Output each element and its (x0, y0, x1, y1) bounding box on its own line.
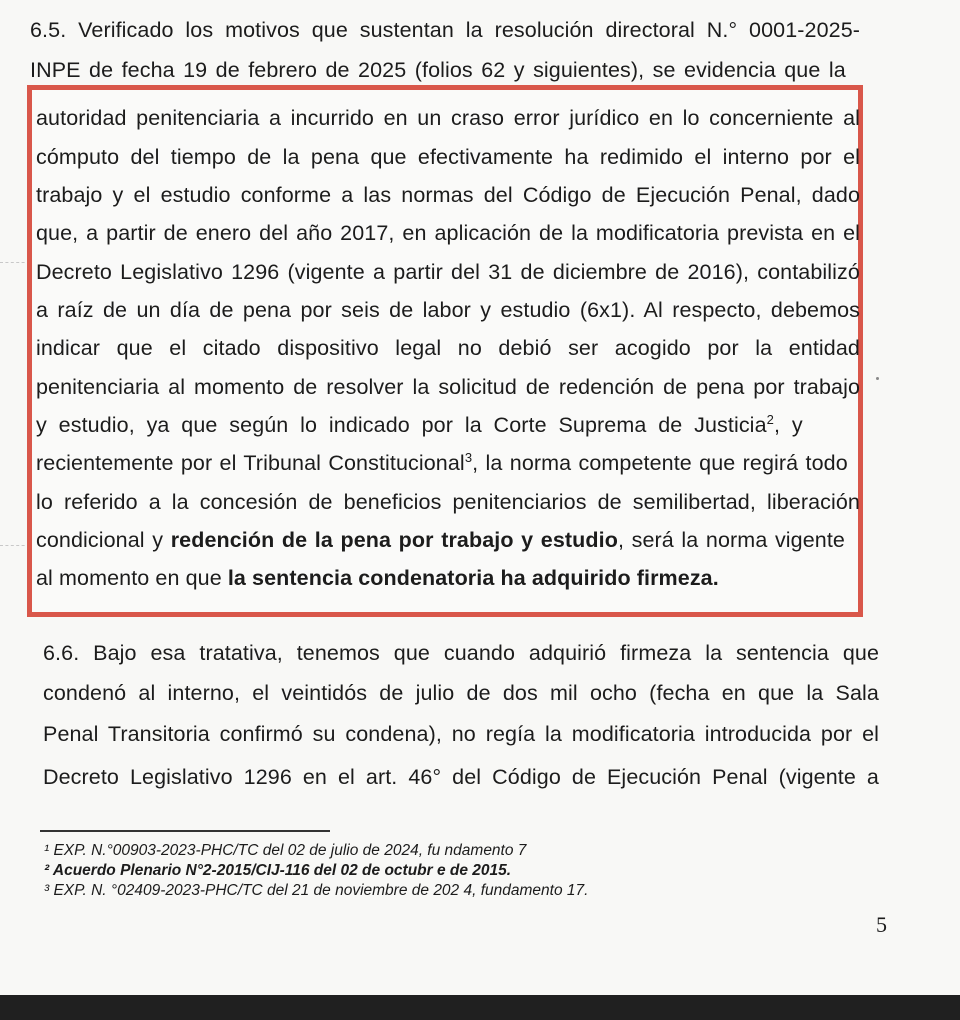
paragraph-6-6-line-4: Decreto Legislativo 1296 en el art. 46° del Código de Ejecución Penal (vigente a (43, 765, 879, 789)
paragraph-6-5-line-2-partial: INPE de fecha 19 de febrero de 2025 (folios 62 y siguientes), se evidencia que la (30, 58, 846, 82)
paragraph-6-5-line-1: 6.5. Verificado los motivos que sustentan la resolución directoral N.° 0001-2025- (30, 18, 861, 42)
highlight-line-12-end: , será la norma vigente (617, 528, 845, 552)
highlight-line-13-text: al momento en que (36, 566, 228, 590)
highlight-line-9-end: , y (773, 413, 803, 437)
highlight-line-13 (36, 566, 860, 591)
bottom-bar (0, 995, 960, 1020)
highlight-line-9-text: y estudio, ya que según lo indicado por la Corte Suprema de Justicia (36, 413, 767, 437)
footnote-ref-3: 3 (464, 450, 473, 465)
paragraph-6-6-line-2: condenó al interno, el veintidós de julio de dos mil ocho (fecha en que la Sala (43, 681, 879, 705)
highlight-line-10 (36, 451, 860, 476)
highlight-line-12-bold: redención de la pena por trabajo y estudio (170, 528, 618, 552)
footnote-ref-2: 2 (766, 412, 774, 427)
footnote-2: ² Acuerdo Plenario N°2-2015/CIJ-116 del 02 de octubr e de 2015. (44, 862, 512, 879)
highlight-box (27, 85, 863, 617)
highlight-line-10-text: recientemente por el Tribunal Constitucional (36, 451, 465, 475)
highlight-line-10-end: , la norma competente que regirá todo (472, 451, 848, 475)
highlight-line-13-bold: la sentencia condenatoria ha adquirido firmeza. (227, 566, 719, 590)
highlight-line-1: autoridad penitenciaria a incurrido en un craso error jurídico en lo concerniente al (36, 106, 861, 130)
page-number: 5 (876, 912, 887, 937)
paragraph-6-6-line-1: 6.6. Bajo esa tratativa, tenemos que cuando adquirió firmeza la sentencia que (43, 641, 880, 665)
highlight-line-9 (36, 413, 860, 438)
footnote-3: ³ EXP. N. °02409-2023-PHC/TC del 21 de noviembre de 202 4, fundamento 17. (44, 882, 589, 899)
highlight-line-5: Decreto Legislativo 1296 (vigente a partir del 31 de diciembre de 2016), contabilizó (36, 260, 860, 284)
highlight-line-11: lo referido a la concesión de beneficios penitenciarios de semilibertad, liberación (36, 490, 860, 514)
highlight-line-6: a raíz de un día de pena por seis de labor y estudio (6x1). Al respecto, debemos (36, 298, 861, 322)
highlight-line-8: penitenciaria al momento de resolver la solicitud de redención de pena por trabajo (36, 375, 861, 399)
footnote-separator (40, 830, 330, 832)
highlight-line-3: trabajo y el estudio conforme a las normas del Código de Ejecución Penal, dado (36, 183, 861, 207)
highlight-line-12-text: condicional y (36, 528, 171, 552)
footnote-1: ¹ EXP. N.°00903-2023-PHC/TC del 02 de julio de 2024, fu ndamento 7 (44, 842, 527, 859)
highlight-line-12 (36, 528, 860, 553)
highlight-line-4: que, a partir de enero del año 2017, en aplicación de la modificatoria prevista en el (36, 221, 861, 245)
highlight-line-2: cómputo del tiempo de la pena que efectivamente ha redimido el interno por el (36, 145, 861, 169)
highlight-line-7: indicar que el citado dispositivo legal no debió ser acogido por la entidad (36, 336, 860, 360)
paragraph-6-6-line-3: Penal Transitoria confirmó su condena), no regía la modificatoria introducida por el (43, 722, 880, 746)
